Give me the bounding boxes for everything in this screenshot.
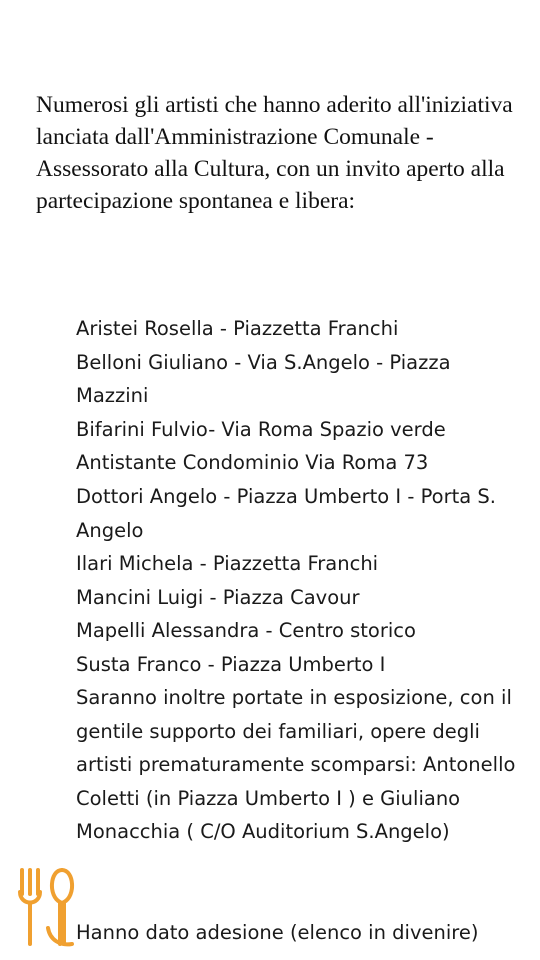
list-item: Aristei Rosella - Piazzetta Franchi: [76, 317, 399, 340]
list-item: Mancini Luigi - Piazza Cavour: [76, 585, 360, 609]
list-item: Mapelli Alessandra - Centro storico: [76, 619, 416, 643]
list-item: Bifarini Fulvio- Via Roma Spazio verde Antistante Condominio Via Roma 73: [76, 417, 446, 475]
artist-list: [76, 312, 516, 682]
adesione-paragraph: Hanno dato adesione (elenco in divenire): [76, 921, 479, 944]
list-item: Ilari Michela - Piazzetta Franchi: [76, 552, 379, 576]
extra-exhibition-paragraph: Saranno inoltre portate in esposizione, con il gentile supporto dei familiari, opere degli artisti prematuramente scomparsi: Antonello Coletti (in Piazza Umberto I ) e Giuliano Monacchia ( C/O Auditorium S.Angelo): [76, 686, 516, 844]
list-item: Susta Franco - Piazza Umberto I: [76, 652, 386, 676]
intro-paragraph: Numerosi gli artisti che hanno aderito all'iniziativa lanciata dall'Amministrazione Comunale -Assessorato alla Cultura, con un invito aperto alla partecipazione spontanea e libera:: [36, 92, 513, 214]
list-item: Dottori Angelo - Piazza Umberto I - Porta S. Angelo: [76, 484, 496, 542]
list-item: Belloni Giuliano - Via S.Angelo - Piazza Mazzini: [76, 350, 451, 408]
fork-spoon-logo-icon: [14, 866, 84, 948]
